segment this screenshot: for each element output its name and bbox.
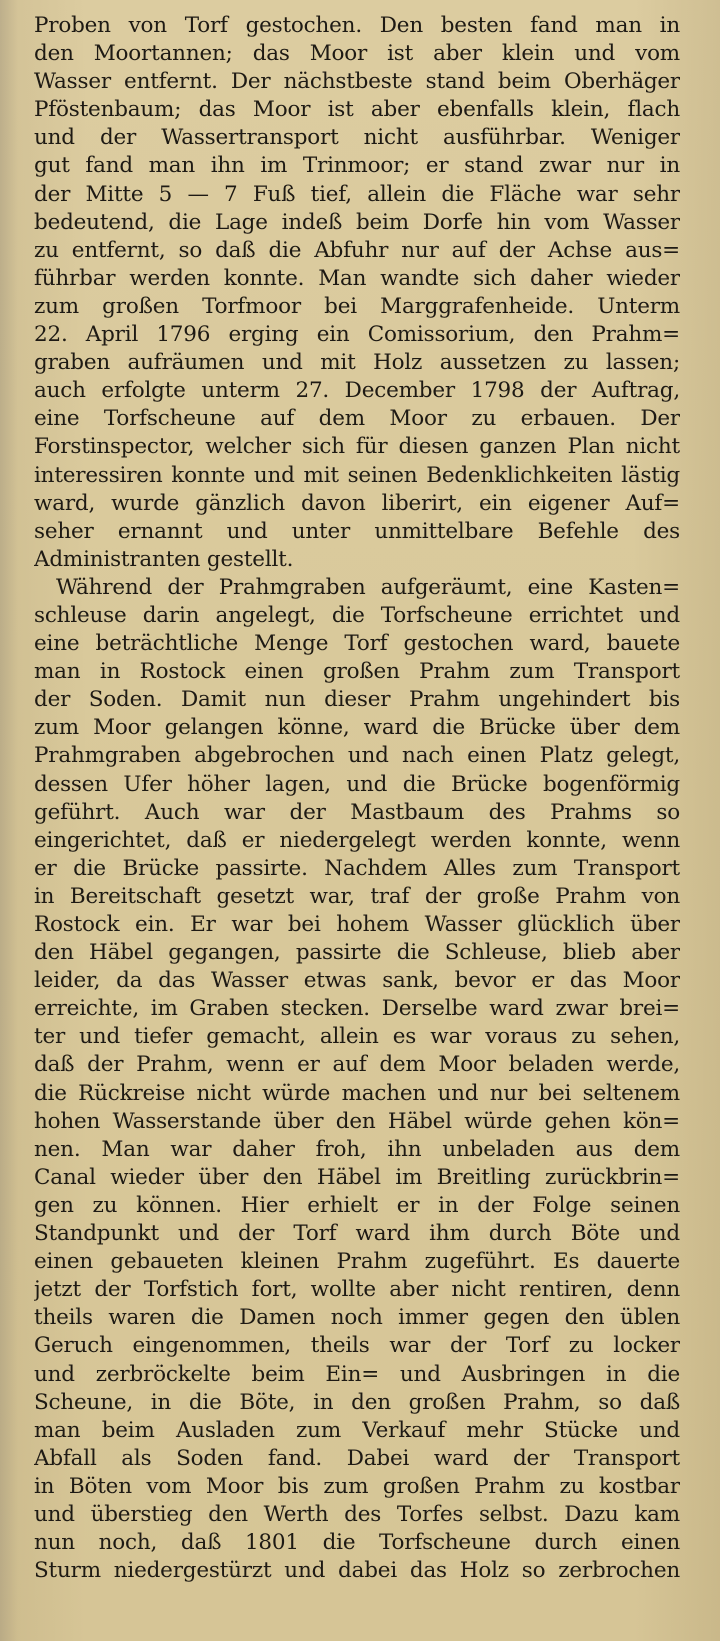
text-line: 22. April 1796 erging ein Comissorium, den Prahm= (34, 322, 680, 348)
text-line: geführt. Auch war der Mastbaum des Prahms so (34, 799, 680, 825)
text-line: ter und tiefer gemacht, allein es war voraus zu sehen, (34, 1024, 680, 1050)
text-line: die Rückreise nicht würde machen und nur bei seltenem (34, 1080, 680, 1106)
text-line: man in Rostock einen großen Prahm zum Transport (34, 659, 680, 685)
text-line: eingerichtet, daß er niedergelegt werden konnte, wenn (34, 827, 680, 853)
text-line: hohen Wasserstande über den Häbel würde gehen kön= (34, 1108, 680, 1134)
text-line: in Bereitschaft gesetzt war, traf der große Prahm von (34, 883, 680, 909)
text-line: Prahmgraben abgebrochen und nach einen Platz gelegt, (34, 743, 680, 769)
page-text (34, 12, 680, 1585)
text-line: Sturm niedergestürzt und dabei das Holz so zerbrochen (34, 1558, 680, 1584)
text-line: jetzt der Torfstich fort, wollte aber nicht rentiren, denn (34, 1277, 680, 1303)
text-line: nun noch, daß 1801 die Torfscheune durch einen (34, 1530, 680, 1556)
text-line: leider, da das Wasser etwas sank, bevor er das Moor (34, 968, 680, 994)
text-line: man beim Ausladen zum Verkauf mehr Stücke und (34, 1417, 680, 1443)
text-line: und der Wassertransport nicht ausführbar. Weniger (34, 125, 680, 151)
text-line: Forstinspector, welcher sich für diesen ganzen Plan nicht (34, 434, 680, 460)
text-line: gut fand man ihn im Trinmoor; er stand zwar nur in (34, 153, 680, 179)
text-line: eine Torfscheune auf dem Moor zu erbauen. Der (34, 406, 680, 432)
text-line: und überstieg den Werth des Torfes selbst. Dazu kam (34, 1501, 680, 1527)
text-line: den Häbel gegangen, passirte die Schleuse, blieb aber (34, 940, 680, 966)
text-line: eine beträchtliche Menge Torf gestochen ward, bauete (34, 631, 680, 657)
text-line: Rostock ein. Er war bei hohem Wasser glücklich über (34, 912, 680, 937)
text-line: Scheune, in die Böte, in den großen Prahm, so daß (34, 1389, 680, 1415)
text-line: ward, wurde gänzlich davon liberirt, ein eigener Auf= (34, 490, 680, 516)
text-line: der Soden. Damit nun dieser Prahm ungehindert bis (34, 687, 680, 713)
text-line: zu entfernt, so daß die Abfuhr nur auf der Achse aus= (34, 237, 680, 263)
text-line: Während der Prahmgraben aufgeräumt, eine Kasten= (56, 574, 680, 600)
text-line: Standpunkt und der Torf ward ihm durch Böte und (34, 1221, 680, 1247)
text-line: interessiren konnte und mit seinen Bedenklichkeiten lästig (34, 462, 680, 488)
text-line: Administranten gestellt. (34, 546, 294, 572)
text-line: er die Brücke passirte. Nachdem Alles zum Transport (34, 855, 680, 881)
text-line: erreichte, im Graben stecken. Derselbe ward zwar brei= (34, 996, 680, 1022)
text-line: Wasser entfernt. Der nächstbeste stand beim Oberhäger (34, 69, 680, 95)
text-line: nen. Man war daher froh, ihn unbeladen aus dem (34, 1136, 680, 1162)
text-line: bedeutend, die Lage indeß beim Dorfe hin vom Wasser (34, 209, 680, 235)
text-line: Geruch eingenommen, theils war der Torf zu locker (34, 1333, 680, 1359)
text-line: zum großen Torfmoor bei Marggrafenheide. Unterm (34, 293, 680, 319)
text-line: Proben von Torf gestochen. Den besten fand man in (34, 13, 680, 38)
text-line: Abfall als Soden fand. Dabei ward der Transport (34, 1445, 680, 1471)
text-line: zum Moor gelangen könne, ward die Brücke über dem (34, 715, 680, 741)
text-line: graben aufräumen und mit Holz aussetzen zu lassen; (34, 350, 680, 376)
text-line: dessen Ufer höher lagen, und die Brücke bogenförmig (34, 771, 680, 797)
text-line: den Moortannen; das Moor ist aber klein und vom (34, 41, 680, 67)
text-line: schleuse darin angelegt, die Torfscheune errichtet und (34, 602, 680, 628)
text-line: seher ernannt und unter unmittelbare Befehle des (34, 518, 680, 544)
text-line: der Mitte 5 — 7 Fuß tief, allein die Fläche war sehr (34, 181, 680, 207)
text-line: einen gebaueten kleinen Prahm zugeführt. Es dauerte (34, 1249, 680, 1275)
text-line: führbar werden konnte. Man wandte sich daher wieder (34, 265, 680, 291)
text-line: in Böten vom Moor bis zum großen Prahm zu kostbar (34, 1473, 680, 1499)
text-line: daß der Prahm, wenn er auf dem Moor beladen werde, (34, 1052, 680, 1078)
text-line: Canal wieder über den Häbel im Breitling zurückbrin= (34, 1164, 680, 1190)
text-line: und zerbröckelte beim Ein= und Ausbringen in die (34, 1361, 680, 1387)
text-line: gen zu können. Hier erhielt er in der Folge seinen (34, 1192, 680, 1218)
text-line: theils waren die Damen noch immer gegen den üblen (34, 1305, 680, 1331)
text-line: auch erfolgte unterm 27. December 1798 der Auftrag, (34, 378, 680, 404)
text-line: Pföstenbaum; das Moor ist aber ebenfalls klein, flach (34, 97, 680, 123)
page-edge-shadow (0, 0, 18, 1641)
